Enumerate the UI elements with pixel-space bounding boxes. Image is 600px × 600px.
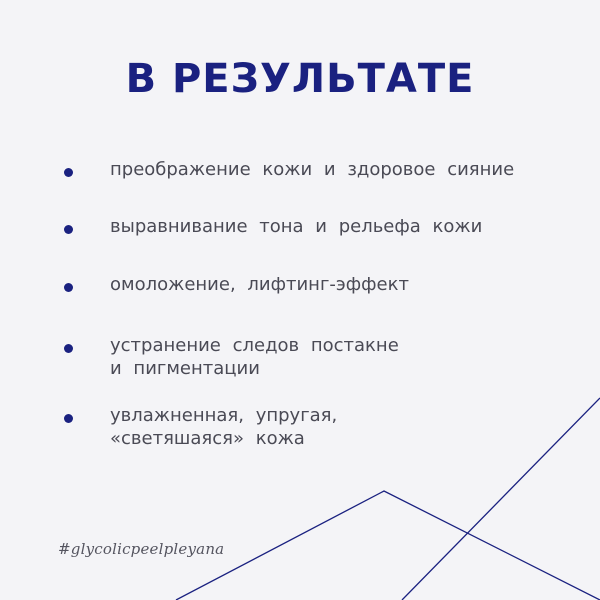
deco-line-chevron	[176, 491, 600, 600]
page-title: В РЕЗУЛЬТАТЕ	[125, 56, 475, 102]
list-item-line: «светяшаяся» кожа	[110, 428, 305, 449]
list-item-line: преображение кожи и здоровое сияние	[110, 159, 515, 180]
list-item-line: выравнивание тона и рельефа кожи	[110, 216, 483, 237]
list-item-line: устранение следов постакне	[110, 335, 399, 356]
list-item-line: омоложение, лифтинг-эффект	[110, 274, 409, 295]
list-item-line: увлажненная, упругая,	[110, 405, 338, 426]
deco-line-diagonal	[402, 398, 600, 600]
hashtag-text: #glycolicpeelpleyana	[58, 540, 225, 558]
list-item-line: и пигментации	[110, 358, 260, 379]
